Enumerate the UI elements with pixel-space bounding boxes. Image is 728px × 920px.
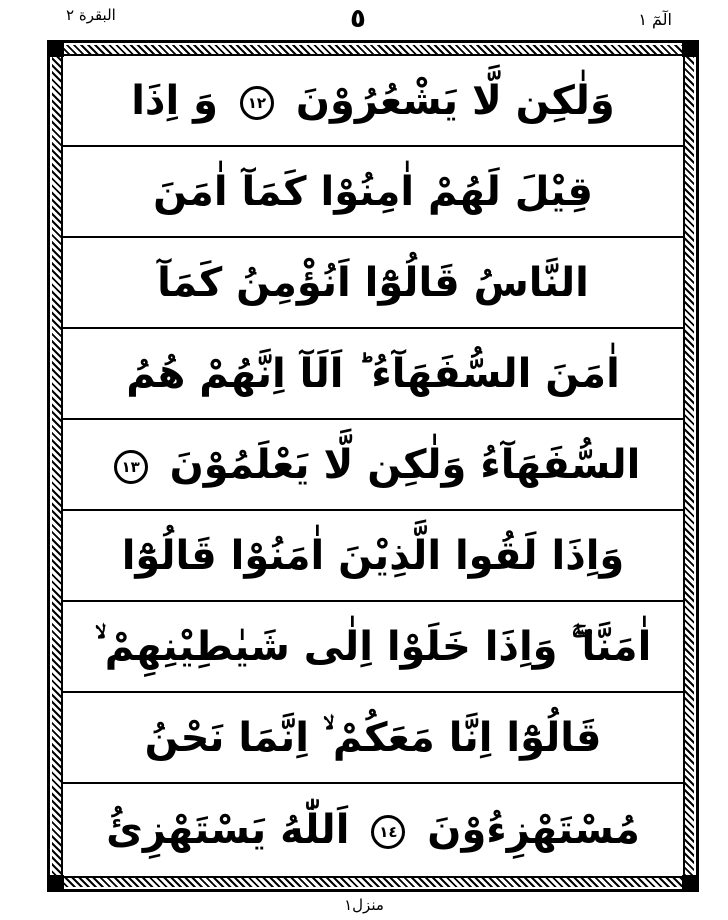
line-text-before: وَلٰكِن لَّا يَشْعُرُوْنَ — [295, 77, 615, 124]
text-line — [63, 511, 683, 602]
ayah-marker: ١٢ — [240, 86, 274, 120]
line-text: اٰمَنَ السُّفَهَآءُ ؕ اَلَآ اِنَّهُمْ هُمُ — [126, 350, 620, 397]
line-text: النَّاسُ قَالُوْٓا اَنُؤْمِنُ كَمَآ — [157, 259, 589, 306]
line-text: قِيْلَ لَهُمْ اٰمِنُوْا كَمَآ اٰمَنَ — [153, 168, 593, 215]
line-text — [106, 442, 641, 488]
text-line — [63, 693, 683, 784]
line-text-before: مُسْتَهْزِءُوْنَ — [427, 807, 640, 853]
text-line — [63, 238, 683, 329]
ayah-marker: ١٤ — [371, 815, 405, 849]
line-text: قَالُوْٓا اِنَّا مَعَكُمْ ۙ اِنَّمَا نَحْنُ — [144, 714, 602, 761]
page-number: ٥ — [350, 4, 366, 34]
line-text: اٰمَنَّا ۖۚ وَاِذَا خَلَوْا اِلٰى شَيٰطِيْنِهِمْ ۙ — [94, 623, 652, 670]
corner-ornament — [50, 875, 64, 889]
text-line — [63, 329, 683, 420]
line-text — [131, 78, 615, 124]
corner-ornament — [682, 875, 696, 889]
line-text: وَاِذَا لَقُوا الَّذِيْنَ اٰمَنُوْا قَالُوْٓا — [121, 532, 625, 579]
text-line — [63, 784, 683, 876]
juz-name-label: الٓمٓ ١ — [638, 10, 672, 29]
text-lines — [63, 56, 683, 876]
line-text-after: وَ اِذَا — [131, 77, 218, 124]
ayah-marker: ١٣ — [114, 450, 148, 484]
text-line — [63, 56, 683, 147]
corner-ornament — [682, 43, 696, 57]
text-line — [63, 602, 683, 693]
manzil-footer: منزل١ — [344, 896, 384, 914]
line-text-after: اَللّٰهُ يَسْتَهْزِئُ — [106, 807, 350, 853]
line-text — [106, 807, 640, 853]
corner-ornament — [50, 43, 64, 57]
page-header — [0, 0, 728, 40]
text-line — [63, 147, 683, 238]
line-text-before: السُّفَهَآءُ وَلٰكِن لَّا يَعْلَمُوْنَ — [169, 441, 641, 488]
text-line — [63, 420, 683, 511]
surah-name-label: البقرة ٢ — [66, 6, 116, 24]
